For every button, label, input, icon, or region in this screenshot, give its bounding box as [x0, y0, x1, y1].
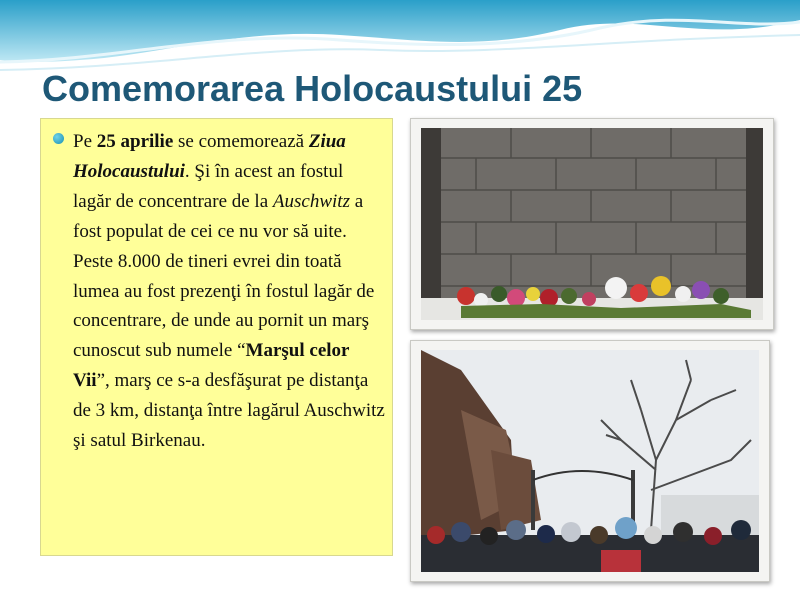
body-bold-italic-day: Ziua Holocaustului [73, 131, 346, 182]
body-paragraph [73, 127, 385, 456]
body-text-3: . Şi în acest an fostul lagăr de concentrare de la [73, 160, 344, 212]
body-text-5: ”, marş ce s-a desfăşurat pe distanţa de 3 km, distanţa între lagărul Auschwitz şi satul Birkenau. [73, 370, 385, 452]
photo-frame-camp-entrance [410, 340, 770, 582]
bullet-dot-icon [53, 133, 64, 144]
body-italic-auschwitz: Auschwitz [272, 190, 350, 212]
text-box [40, 118, 393, 556]
body-text-1: Pe [73, 131, 97, 152]
body-text-4: a fost populat de cei ce nu vor să uite. Peste 8.000 de tineri evrei din toată lumea au fost prezenţi în fostul lagăr de concentrare, de unde au pornit un marş cunoscut sub numele “ [73, 190, 375, 362]
body-text-2: se comemorează [173, 131, 309, 152]
photo-memorial-wall [421, 128, 763, 320]
photo-frame-memorial-wall [410, 118, 774, 330]
body-bold-date: 25 aprilie [96, 131, 174, 152]
body-bold-march: Marşul celor Vii [73, 340, 350, 392]
slide-title: Comemorarea Holocaustului 25 [42, 68, 583, 109]
photo-camp-entrance [421, 350, 759, 572]
